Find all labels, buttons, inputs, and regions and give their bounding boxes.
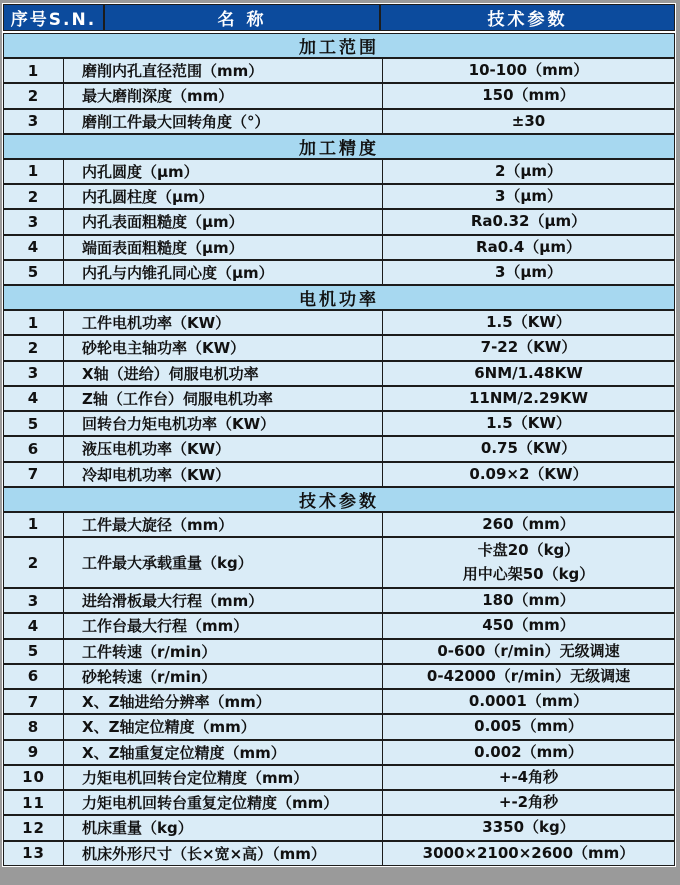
cell-serial-number: 3	[4, 589, 64, 612]
cell-spec-value: 0.0001（mm）	[468, 692, 589, 710]
table-row	[3, 83, 675, 108]
cell-serial-number: 7	[4, 463, 64, 486]
cell-serial-number: 3	[4, 210, 64, 233]
cell-spec-name: 工作台最大行程（mm）	[64, 614, 383, 637]
cell-spec-value: 150（mm）	[482, 86, 575, 105]
table-row	[3, 209, 675, 234]
cell-serial-number: 11	[4, 791, 64, 814]
cell-spec-value: 7-22（KW）	[480, 338, 577, 357]
cell-serial-number: 3	[4, 362, 64, 385]
table-row	[3, 689, 675, 714]
cell-spec-value: 2（μm）	[494, 161, 563, 180]
cell-spec-name: 力矩电机回转台重复定位精度（mm）	[64, 791, 383, 814]
table-row	[3, 613, 675, 638]
cell-spec-name: 工件转速（r/min）	[64, 640, 383, 663]
header-cell-serial-number: 序号S.N.	[4, 5, 105, 30]
cell-spec-name: 液压电机功率（KW）	[64, 437, 383, 460]
cell-spec-value: 0.09×2（KW）	[469, 464, 588, 483]
cell-spec-value: 0.75（KW）	[480, 439, 577, 458]
cell-spec-value: 0-600（r/min）无级调速	[437, 641, 620, 660]
cell-spec-name: Z轴（工作台）伺服电机功率	[64, 387, 383, 410]
table-row	[3, 537, 675, 588]
cell-spec-name: 砂轮电主轴功率（KW）	[64, 336, 383, 359]
table-row	[3, 184, 675, 209]
cell-serial-number: 2	[4, 538, 64, 587]
cell-spec-name: 进给滑板最大行程（mm）	[64, 589, 383, 612]
cell-serial-number: 4	[4, 614, 64, 637]
cell-serial-number: 2	[4, 336, 64, 359]
section-header-3: 电机功率	[3, 285, 675, 310]
table-row	[3, 235, 675, 260]
cell-serial-number: 2	[4, 185, 64, 208]
cell-spec-name: 机床重量（kg）	[64, 816, 383, 839]
cell-spec-value: 0.005（mm）	[474, 717, 583, 736]
cell-spec-value: 3（μm）	[494, 262, 563, 281]
cell-spec-value: 11NM/2.29KW	[468, 388, 588, 407]
table-row	[3, 109, 675, 134]
table-row	[3, 361, 675, 386]
header-cell-parameters: 技术参数	[487, 10, 568, 30]
cell-serial-number: 13	[4, 842, 64, 865]
cell-serial-number: 1	[4, 160, 64, 183]
table-row	[3, 740, 675, 765]
value-line: 用中心架50（kg）	[462, 564, 595, 583]
cell-serial-number: 5	[4, 640, 64, 663]
table-row	[3, 815, 675, 840]
cell-serial-number: 1	[4, 513, 64, 536]
header-cell-name: 名 称	[105, 5, 381, 30]
cell-serial-number: 12	[4, 816, 64, 839]
cell-spec-value: 260（mm）	[482, 514, 575, 533]
cell-spec-value: 3350（kg）	[482, 818, 575, 837]
cell-spec-value: 0.002（mm）	[474, 742, 583, 761]
cell-serial-number: 8	[4, 715, 64, 738]
cell-spec-name: 内孔圆柱度（μm）	[64, 185, 383, 208]
cell-spec-value: Ra0.4（μm）	[476, 237, 581, 256]
table-row	[3, 588, 675, 613]
cell-serial-number: 4	[4, 236, 64, 259]
cell-spec-value: 10-100（mm）	[468, 61, 589, 79]
cell-spec-value: ±30	[511, 111, 546, 130]
section-header-2: 加工精度	[3, 134, 675, 159]
cell-spec-name: 工件最大旋径（mm）	[64, 513, 383, 536]
table-row	[3, 335, 675, 360]
table-row	[3, 58, 675, 83]
cell-serial-number: 1	[4, 59, 64, 82]
cell-spec-name: 机床外形尺寸（长×宽×高）（mm）	[64, 842, 383, 865]
cell-spec-value: 6NM/1.48KW	[474, 363, 583, 382]
cell-spec-value: 450（mm）	[482, 616, 575, 635]
table-row	[3, 512, 675, 537]
cell-spec-name: 砂轮转速（r/min）	[64, 665, 383, 688]
cell-serial-number: 7	[4, 690, 64, 713]
cell-serial-number: 9	[4, 741, 64, 764]
section-header-1: 加工范围	[3, 33, 675, 58]
cell-spec-value: 1.5（KW）	[486, 414, 571, 432]
table-row	[3, 639, 675, 664]
cell-spec-name: 最大磨削深度（mm）	[64, 84, 383, 107]
value-line: 卡盘20（kg）	[477, 541, 580, 560]
cell-serial-number: 6	[4, 665, 64, 688]
table-row	[3, 664, 675, 689]
cell-spec-value: 3（μm）	[494, 187, 563, 205]
cell-serial-number: 6	[4, 437, 64, 460]
cell-spec-name: X轴（进给）伺服电机功率	[64, 362, 383, 385]
cell-spec-name: 磨削内孔直径范围（mm）	[64, 59, 383, 82]
cell-spec-name: X、Z轴进给分辨率（mm）	[64, 690, 383, 713]
cell-spec-value: 0-42000（r/min）无级调速	[426, 666, 631, 685]
cell-serial-number: 5	[4, 412, 64, 435]
cell-spec-value	[383, 538, 674, 587]
table-row	[3, 411, 675, 436]
table-row	[3, 765, 675, 790]
cell-spec-name: 回转台力矩电机功率（KW）	[64, 412, 383, 435]
table-body	[3, 33, 675, 866]
cell-spec-name: 端面表面粗糙度（μm）	[64, 236, 383, 259]
cell-serial-number: 4	[4, 387, 64, 410]
table-row	[3, 790, 675, 815]
cell-spec-value: +-2角秒	[498, 793, 559, 811]
cell-spec-name: X、Z轴重复定位精度（mm）	[64, 741, 383, 764]
cell-serial-number: 10	[4, 766, 64, 789]
table-row	[3, 841, 675, 866]
table-header-row	[3, 4, 675, 31]
table-row	[3, 260, 675, 285]
cell-spec-name: 内孔表面粗糙度（μm）	[64, 210, 383, 233]
cell-spec-name: 内孔圆度（μm）	[64, 160, 383, 183]
table-row	[3, 436, 675, 461]
table-row	[3, 159, 675, 184]
cell-spec-name: 内孔与内锥孔同心度（μm）	[64, 261, 383, 284]
cell-serial-number: 3	[4, 110, 64, 133]
section-header-4: 技术参数	[3, 487, 675, 512]
table-row	[3, 310, 675, 335]
table-row	[3, 462, 675, 487]
cell-spec-name: 冷却电机功率（KW）	[64, 463, 383, 486]
table-row	[3, 714, 675, 739]
cell-spec-name: 工件电机功率（KW）	[64, 311, 383, 334]
cell-spec-name: 磨削工件最大回转角度（°）	[64, 110, 383, 133]
spec-table	[2, 3, 676, 867]
cell-spec-name: 工件最大承载重量（kg）	[64, 538, 383, 587]
cell-spec-value: +-4角秒	[498, 767, 559, 786]
cell-spec-name: 力矩电机回转台定位精度（mm）	[64, 766, 383, 789]
cell-spec-value: Ra0.32（μm）	[470, 212, 587, 231]
cell-serial-number: 2	[4, 84, 64, 107]
cell-serial-number: 1	[4, 311, 64, 334]
table-row	[3, 386, 675, 411]
cell-spec-value: 180（mm）	[482, 591, 575, 609]
cell-spec-name: X、Z轴定位精度（mm）	[64, 715, 383, 738]
cell-spec-value: 3000×2100×2600（mm）	[422, 843, 635, 862]
cell-serial-number: 5	[4, 261, 64, 284]
cell-spec-value: 1.5（KW）	[486, 313, 571, 331]
